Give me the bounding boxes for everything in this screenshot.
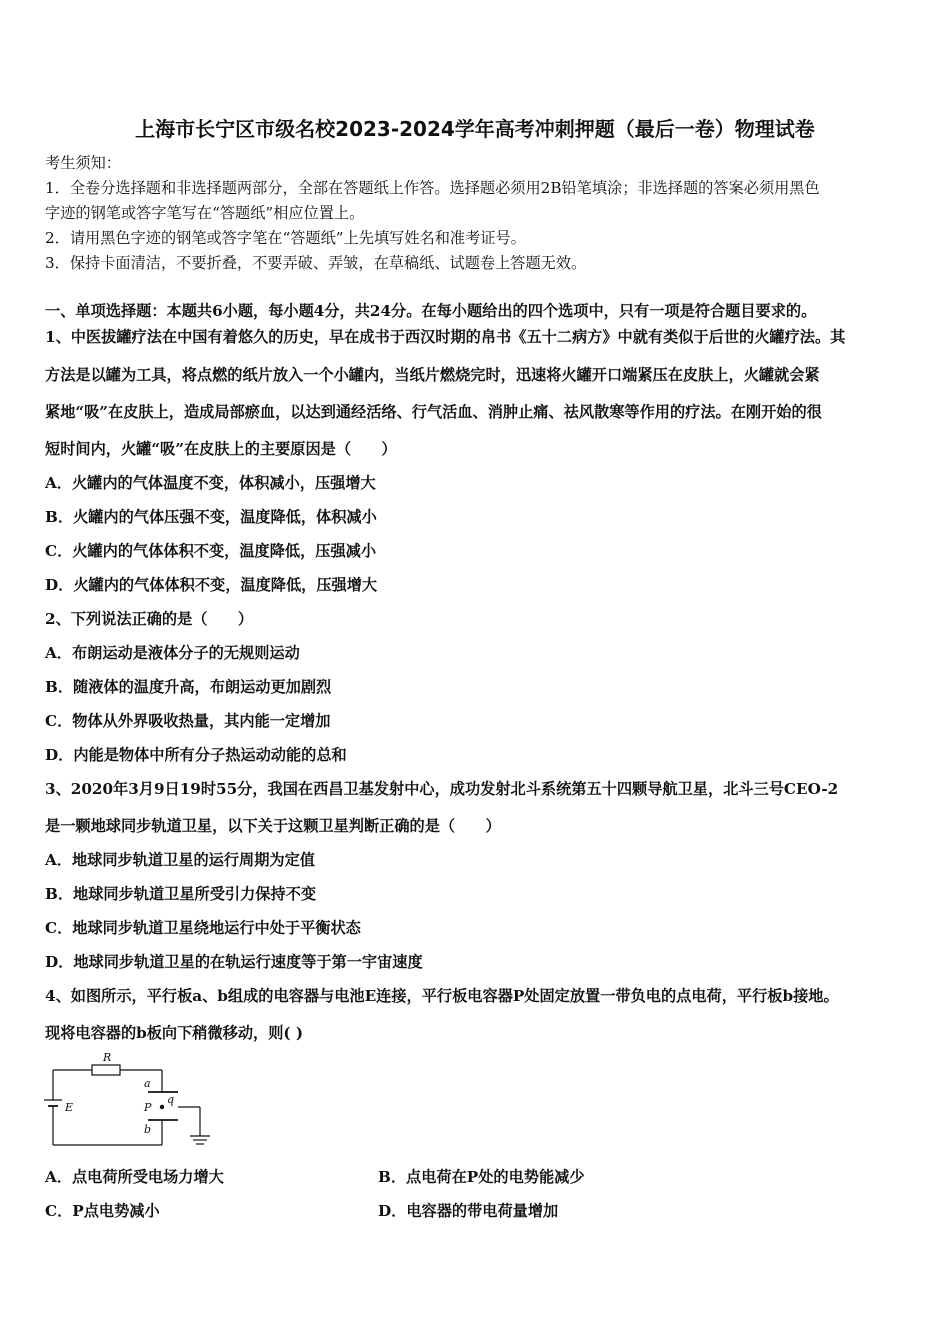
- q3-stem-line-1: 3、2020年3月9日19时55分，我国在西昌卫基发射中心，成功发射北斗系统第五十四颗导航卫星，北斗三号CEO-2: [45, 780, 839, 798]
- page-title: 上海市长宁区市级名校2023-2024学年高考冲刺押题（最后一卷）物理试卷: [135, 117, 815, 141]
- q3-option-a: A．地球同步轨道卫星的运行周期为定值: [45, 851, 315, 869]
- q1-option-a: A．火罐内的气体温度不变，体积减小，压强增大: [45, 474, 376, 492]
- notice-item-3: 3．保持卡面清洁，不要折叠，不要弄破、弄皱，在草稿纸、试题卷上答题无效。: [45, 254, 587, 272]
- q1-option-d: D．火罐内的气体体积不变，温度降低，压强增大: [45, 576, 378, 594]
- label-e: E: [65, 1101, 74, 1114]
- q4-option-c: C．P点电势减小: [45, 1202, 160, 1220]
- q2-option-b: B．随液体的温度升高，布朗运动更加剧烈: [45, 678, 332, 696]
- q1-stem-line-4: 短时间内，火罐“吸”在皮肤上的主要原因是（ ）: [45, 440, 397, 458]
- notice-item-1-line-2: 字迹的钢笔或答字笔写在“答题纸”相应位置上。: [45, 204, 365, 222]
- q1-stem-line-1: 1、中医拔罐疗法在中国有着悠久的历史，早在成书于西汉时期的帛书《五十二病方》中就有类似于后世的火罐疗法。其: [45, 328, 846, 346]
- label-p: P: [144, 1101, 152, 1114]
- q4-option-a: A．点电荷所受电场力增大: [45, 1168, 224, 1186]
- label-q: q: [167, 1093, 175, 1106]
- notice-heading: 考生须知：: [45, 154, 121, 172]
- label-b: b: [144, 1123, 152, 1136]
- notice-item-1-line-1: 1．全卷分选择题和非选择题两部分，全部在答题纸上作答。选择题必须用2B铅笔填涂；非选择题的答案必须用黑色: [45, 179, 820, 197]
- q4-option-b: B．点电荷在P处的电势能减少: [378, 1168, 585, 1186]
- q1-stem-line-3: 紧地“吸”在皮肤上，造成局部瘀血，以达到通经活络、行气活血、消肿止痛、祛风散寒等作用的疗法。在刚开始的很: [45, 403, 822, 421]
- label-r: R: [103, 1051, 112, 1064]
- q2-stem: 2、下列说法正确的是（ ）: [45, 610, 254, 628]
- q2-option-a: A．布朗运动是液体分子的无规则运动: [45, 644, 300, 662]
- q4-stem-line-2: 现将电容器的b板向下稍微移动，则( ): [45, 1024, 304, 1042]
- q1-option-c: C．火罐内的气体体积不变，温度降低，压强减小: [45, 542, 377, 560]
- notice-item-2: 2．请用黑色字迹的钢笔或答字笔在“答题纸”上先填写姓名和准考证号。: [45, 229, 526, 247]
- q3-option-c: C．地球同步轨道卫星绕地运行中处于平衡状态: [45, 919, 361, 937]
- q1-option-b: B．火罐内的气体压强不变，温度降低，体积减小: [45, 508, 377, 526]
- q3-option-d: D．地球同步轨道卫星的在轨运行速度等于第一宇宙速度: [45, 953, 423, 971]
- point-charge-p: [160, 1105, 164, 1109]
- capacitor-circuit-diagram: [40, 1050, 220, 1155]
- q1-stem-line-2: 方法是以罐为工具，将点燃的纸片放入一个小罐内，当纸片燃烧完时，迅速将火罐开口端紧压在皮肤上，火罐就会紧: [45, 366, 820, 384]
- q4-option-d: D．电容器的带电荷量增加: [378, 1202, 559, 1220]
- q2-option-d: D．内能是物体中所有分子热运动动能的总和: [45, 746, 347, 764]
- label-a: a: [144, 1077, 151, 1090]
- resistor-r: [92, 1065, 120, 1075]
- q2-option-c: C．物体从外界吸收热量，其内能一定增加: [45, 712, 331, 730]
- q3-stem-line-2: 是一颗地球同步轨道卫星，以下关于这颗卫星判断正确的是（ ）: [45, 817, 501, 835]
- q4-stem-line-1: 4、如图所示，平行板a、b组成的电容器与电池E连接，平行板电容器P处固定放置一带负电的点电荷，平行板b接地。: [45, 987, 839, 1005]
- q3-option-b: B．地球同步轨道卫星所受引力保持不变: [45, 885, 317, 903]
- section-heading: 一、单项选择题：本题共6小题，每小题4分，共24分。在每小题给出的四个选项中，只有一项是符合题目要求的。: [45, 302, 817, 320]
